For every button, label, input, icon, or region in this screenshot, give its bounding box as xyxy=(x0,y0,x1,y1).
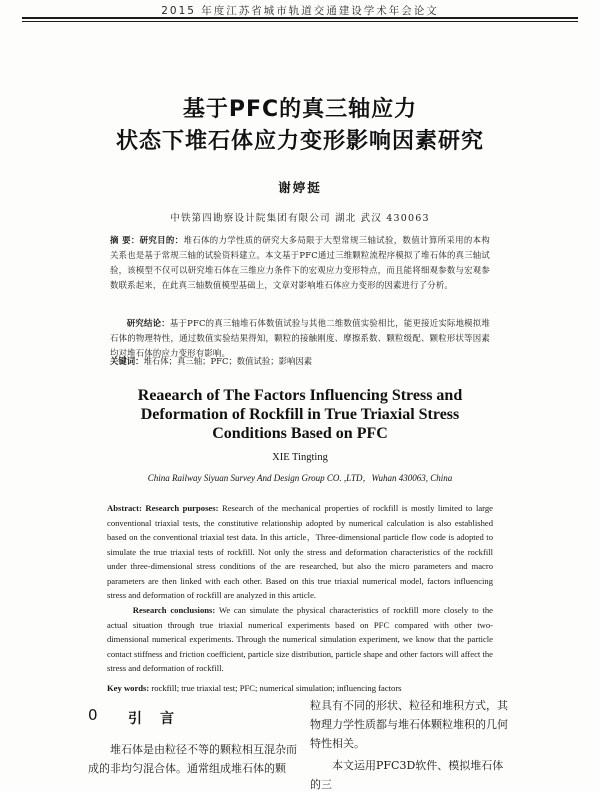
header-rule-thin xyxy=(22,21,578,22)
cn-keywords xyxy=(110,355,490,367)
cn-conclusion-text: 基于PFC的真三轴堆石体数值试验与其他二维数值实验相比，能更接近实际地模拟堆石体的物理特性，通过数值实验结果得知，颗粒的接触刚度、摩擦系数、颗粒级配、颗粒形状等因素均对堆石体的应力变形有影响。 xyxy=(110,318,490,358)
cn-affiliation: 中铁第四勘察设计院集团有限公司 湖北 武汉 430063 xyxy=(170,213,430,224)
section-number: 0 xyxy=(88,706,98,724)
en-keywords xyxy=(107,683,497,693)
cn-title-line-1: 基于PFC的真三轴应力 xyxy=(182,97,418,122)
header-rule xyxy=(22,17,578,19)
body-right-column xyxy=(310,696,508,791)
en-conclusions-label: Research conclusions: xyxy=(132,605,216,615)
body-left-paragraph: 堆石体是由粒径不等的颗粒相互混杂而成的非均匀混合体。通常组成堆石体的颗 xyxy=(88,743,297,775)
body-left-column xyxy=(88,740,300,778)
cn-keywords-text: 堆石体；真三轴；PFC；数值试验；影响因素 xyxy=(143,356,313,366)
cn-keywords-label: 关键词： xyxy=(110,356,144,366)
en-author: XIE Tingting xyxy=(272,452,328,463)
en-purposes-text: Research of the mechanical properties of rockfill is mostly limited to large conventional triaxial tests, the constitutive relationship adopted by numerical calculation is also established based on the conventional triaxial test data. In this article，Three-dimensional particle flow code is adopted to simulate the true triaxial tests of rockfill. Not only the stress and deformation characteristics of the rockfill under three-dimensional stress conditions of the are researched, but also the micro parameters and macro parameters are then linked with each other. Based on this true triaxial numerical model, factors influencing stress and deformation of rockfill are analyzed in this article. xyxy=(107,503,494,600)
body-right-paragraph: 粒具有不同的形状、粒径和堆积方式，其物理力学性质都与堆石体颗粒堆积的几何特性相关。 xyxy=(310,699,508,750)
en-title-line-2: Deformation of Rockfill in True Triaxial Stress xyxy=(140,406,460,423)
body-right-next-paragraph: 本文运用PFC3D软件、模拟堆石体的三 xyxy=(310,759,504,791)
en-abstract-conclusions xyxy=(107,603,493,676)
en-abstract-purposes xyxy=(107,501,493,603)
cn-conclusion-label: 研究结论： xyxy=(126,318,170,328)
running-header: 2015 年度江苏省城市轨道交通建设学术年会论文 xyxy=(161,5,439,17)
en-title-line-1: Reaearch of The Factors Influencing Stress and xyxy=(137,387,463,404)
en-keywords-label: Key words: xyxy=(107,683,150,693)
cn-title-line-2: 状态下堆石体应力变形影响因素研究 xyxy=(115,129,484,154)
section-title: 引言 xyxy=(128,711,192,727)
cn-purpose-label: 研究目的： xyxy=(139,235,184,245)
cn-purpose-text: 堆石体的力学性质的研究大多局限于大型常规三轴试验，数值计算所采用的本构关系也是基于常规三轴的试验资料建立。本文基于PFC通过三维颗粒流程序模拟了堆石体的真三轴试验，该模型不仅可以研究堆石体在三维应力条件下的宏观应力变形特点，而且能将细观参数与宏观参数联系起来，在此真三轴数值模型基础上，文章对影响堆石体应力变形的因素进行了分析。 xyxy=(110,235,491,290)
en-keywords-text: rockfill; true triaxial test; PFC; numerical simulation; influencing factors xyxy=(151,683,402,693)
cn-abstract-label: 摘 要： xyxy=(110,235,140,245)
en-purposes-label: Research purposes: xyxy=(145,503,219,513)
en-abstract-label: Abstract: xyxy=(107,503,142,513)
cn-author: 谢婷挺 xyxy=(278,180,322,195)
cn-abstract-purpose xyxy=(110,233,490,293)
en-affiliation: China Railway Siyuan Survey And Design Group CO. ,LTD，Wuhan 430063, China xyxy=(147,473,453,483)
en-title-line-3: Conditions Based on PFC xyxy=(212,425,388,442)
en-conclusions-text: We can simulate the physical characteristics of rockfill more closely to the actual situation through true triaxial numerical experiments based on PFC compared with other two-dimensional numerical experiments. Through the numerical simulation experiment, we know that the particle contact stiffness and friction coefficient, particle size distribution, particle shape and other factors will affect the stress and deformation of rockfill. xyxy=(107,605,493,673)
